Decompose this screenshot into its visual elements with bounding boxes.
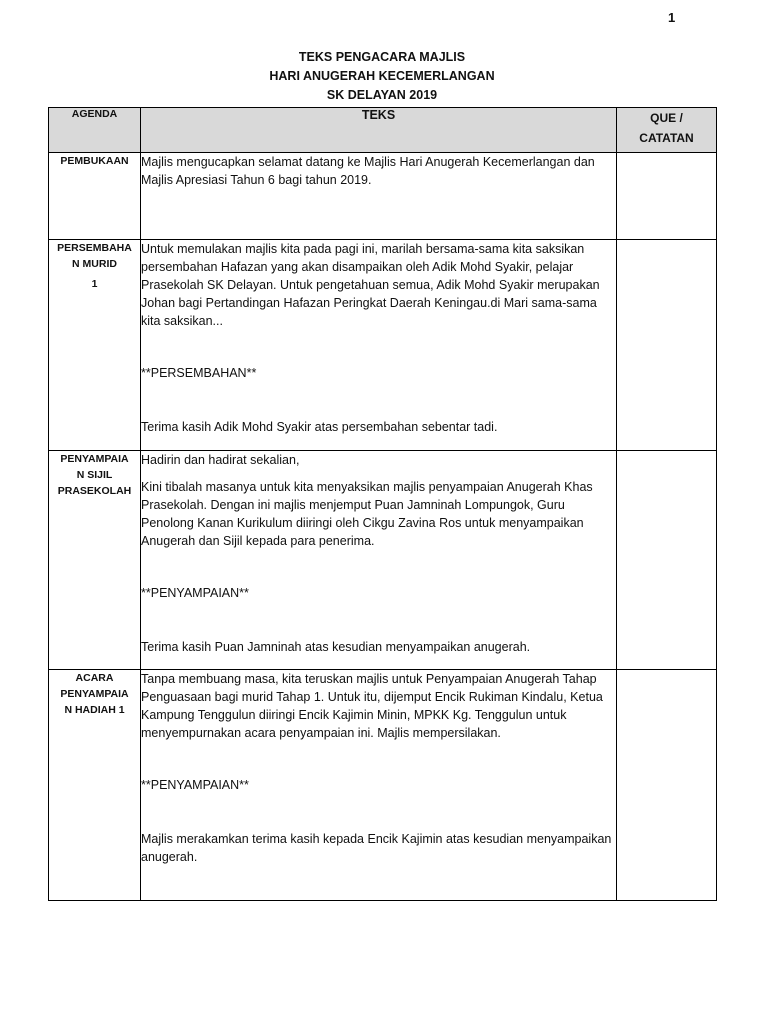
agenda-number: 1: [91, 278, 98, 290]
agenda-cell: [49, 153, 141, 240]
agenda-label: PERSEMBAHA: [57, 242, 132, 254]
agenda-label: PENYAMPAIA: [60, 453, 129, 465]
que-catatan-cell: [617, 670, 717, 901]
que-catatan-cell: [617, 240, 717, 451]
agenda-label: ACARA: [75, 672, 114, 684]
que-catatan-cell: [617, 153, 717, 240]
agenda-cell: [49, 240, 141, 451]
page-number: 1: [668, 10, 676, 25]
teks-paragraph: Kini tibalah masanya untuk kita menyaksikan majlis penyampaian Anugerah Khas Prasekolah. Dengan ini majlis menjemput Puan Jamninah Lompungok, Guru Penolong Kanan Kurikulum diiringi oleh Cikgu Zavina Ros untuk menyampaikan Anugerah dan Sijil kepada para penerima.: [141, 480, 593, 548]
column-header-teks: TEKS: [141, 108, 617, 153]
title-line-2: HARI ANUGERAH KECEMERLANGAN: [269, 69, 495, 83]
document-title: [48, 48, 716, 105]
que-header-line-1: QUE /: [650, 111, 683, 125]
table-row: [49, 153, 717, 240]
agenda-label: PENYAMPAIA: [60, 688, 129, 700]
cue-marker: **PENYAMPAIAN**: [141, 778, 249, 792]
teks-cell: [141, 670, 617, 901]
teks-cell: [141, 240, 617, 451]
agenda-label: N SIJIL: [76, 469, 113, 481]
table-row: [49, 670, 717, 901]
teks-paragraph: Untuk memulakan majlis kita pada pagi ini, marilah bersama-sama kita saksikan persembahan Hafazan yang akan disampaikan oleh Adik Mohd Syakir, pelajar Prasekolah SK Delayan. Untuk pengetahuan semua, Adik Mohd Syakir merupakan Johan bagi Pertandingan Hafazan Peringkat Daerah Keningau.di Mari sama-sama kita saksikan...: [141, 242, 600, 328]
teks-paragraph: Terima kasih Adik Mohd Syakir atas persembahan sebentar tadi.: [141, 420, 498, 434]
agenda-label: N HADIAH 1: [64, 704, 125, 716]
column-header-que-catatan: [617, 108, 717, 153]
table-header-row: [49, 108, 717, 153]
title-line-1: TEKS PENGACARA MAJLIS: [298, 50, 466, 64]
agenda-cell: [49, 670, 141, 901]
teks-paragraph: Majlis mengucapkan selamat datang ke Majlis Hari Anugerah Kecemerlangan dan Majlis Apresiasi Tahun 6 bagi tahun 2019.: [141, 155, 595, 187]
title-line-3: SK DELAYAN 2019: [326, 88, 438, 102]
teks-paragraph: Terima kasih Puan Jamninah atas kesudian menyampaikan anugerah.: [141, 640, 531, 654]
agenda-label: N MURID: [72, 258, 117, 270]
teks-paragraph: Tanpa membuang masa, kita teruskan majlis untuk Penyampaian Anugerah Tahap Penguasaan bagi murid Tahap 1. Untuk itu, dijemput Encik Rukiman Kindalu, Ketua Kampung Tenggulun diiringi Encik Kajimin Minin, MPKK Kg. Tenggulun untuk menyempurnakan acara penyampaian ini. Majlis mempersilakan.: [141, 672, 603, 740]
table-row: [49, 240, 717, 451]
column-header-agenda: AGENDA: [49, 108, 141, 153]
teks-paragraph: Majlis merakamkan terima kasih kepada Encik Kajimin atas kesudian menyampaikan anugerah.: [141, 832, 612, 864]
agenda-cell: [49, 451, 141, 670]
agenda-label: PRASEKOLAH: [57, 485, 132, 497]
teks-cell: [141, 153, 617, 240]
teks-paragraph: Hadirin dan hadirat sekalian,: [141, 453, 300, 467]
que-header-line-2: CATATAN: [639, 131, 694, 145]
teks-cell: [141, 451, 617, 670]
cue-marker: **PERSEMBAHAN**: [141, 366, 257, 380]
cue-marker: **PENYAMPAIAN**: [141, 586, 249, 600]
script-table: [48, 107, 717, 901]
agenda-label: PEMBUKAAN: [60, 155, 129, 167]
table-row: [49, 451, 717, 670]
que-catatan-cell: [617, 451, 717, 670]
